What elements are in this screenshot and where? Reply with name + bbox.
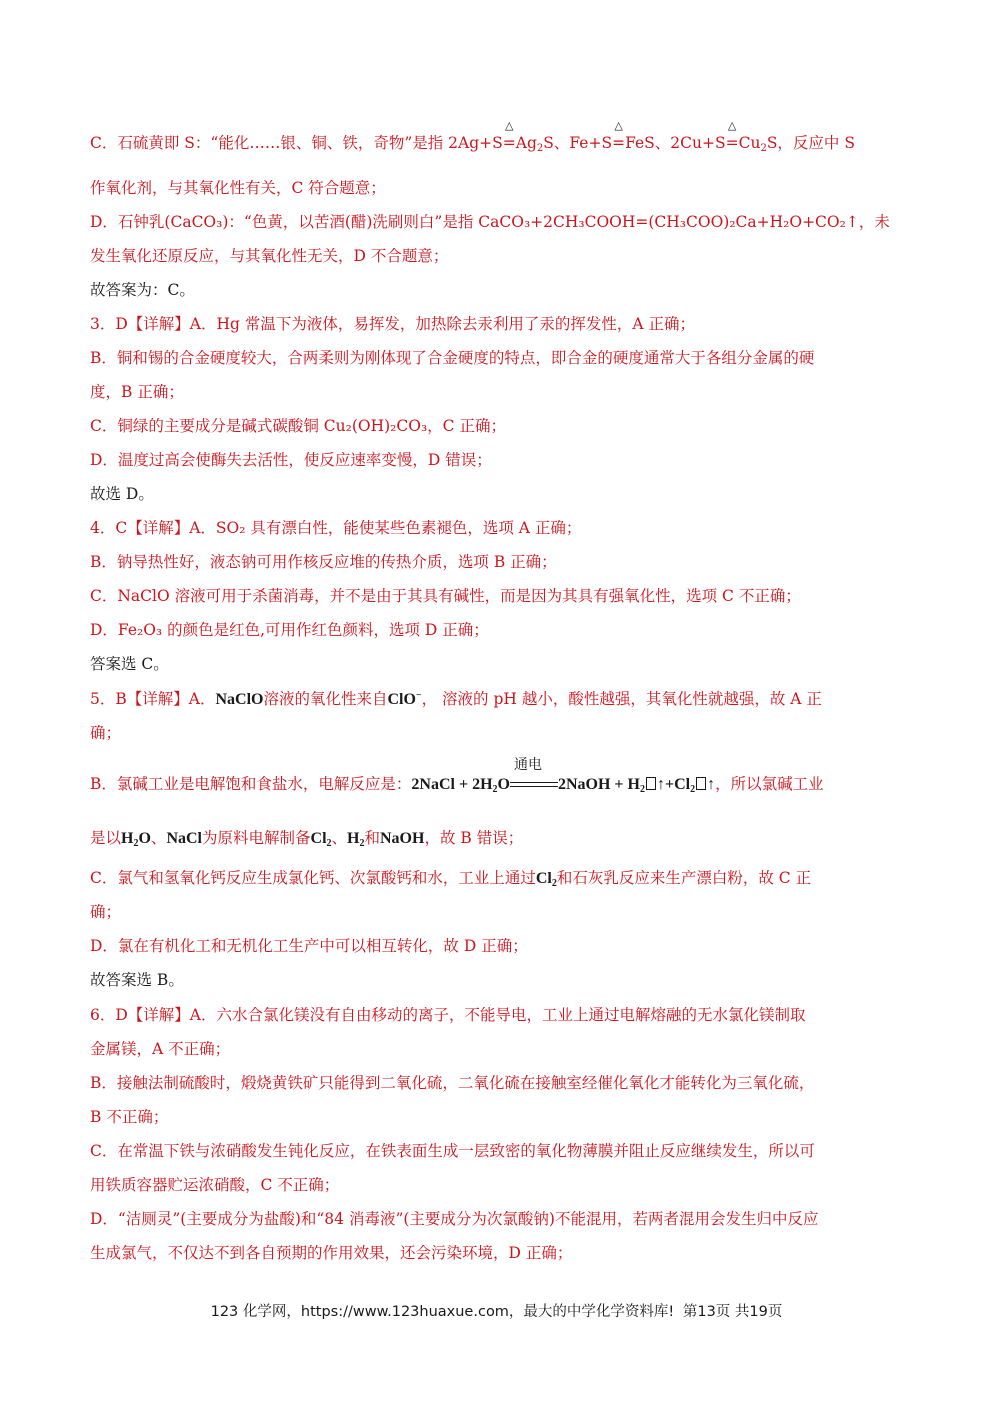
fes-text: FeS、2Cu+S <box>625 134 726 152</box>
answer-5: 故答案选 B。 <box>90 971 184 989</box>
q6-c-line2: 用铁质容器贮运浓硝酸，C 不正确； <box>90 1176 340 1194</box>
q5-a-mid: 溶液的氧化性来自 <box>263 690 388 708</box>
missing-glyph-box <box>646 777 656 790</box>
q5-a-line <box>90 689 920 710</box>
q4-d: D．Fe₂O₃ 的颜色是红色,可用作红色颜料，选项 D 正确； <box>90 621 489 639</box>
q5-a-prefix: 5．B【详解】A． <box>90 690 216 708</box>
q6-a-line2: 金属镁，A 不正确； <box>90 1040 231 1058</box>
cl2-formula: $Cl_2$ <box>310 830 332 849</box>
q6-a-line1: 6．D【详解】A．六水合氯化镁没有自由移动的离子，不能导电，工业上通过电解熔融的无水氯化镁制取 <box>90 1006 806 1024</box>
ag2s-formula: Ag <box>515 134 537 152</box>
d-option-cont: 发生氧化还原反应，与其氧化性无关，D 不合题意； <box>90 247 449 265</box>
q5-b-line <box>90 757 920 795</box>
q3-a: 3．D【详解】A．Hg 常温下为液体，易挥发，加热除去汞利用了汞的挥发性，A 正确； <box>90 315 695 333</box>
c-option-text: C．石硫黄即 S：“能化……银、铜、铁，奇物”是指 2Ag+S <box>90 134 503 152</box>
q4-c: C．NaClO 溶液可用于杀菌消毒，并不是由于其具有碱性，而是因为其具有强氧化性，选项 C 不正确； <box>90 587 801 605</box>
q5-b-post: ，所以氯碱工业 <box>715 775 824 793</box>
missing-glyph-box <box>696 777 706 790</box>
q3-b-line1: B．铜和锡的合金硬度较大，合两柔则为刚体现了合金硬度的特点，即合金的硬度通常大于各组分金属的硬 <box>90 349 815 367</box>
q6-c-line1: C．在常温下铁与浓硝酸发生钝化反应，在铁表面生成一层致密的氧化物薄膜并阻止反应继续发生，所以可 <box>90 1142 815 1160</box>
q6-d-line2: 生成氯气，不仅达不到各自预期的作用效果，还会污染环境，D 正确； <box>90 1244 573 1262</box>
footer-page-number: 第13页 共19页 <box>682 1304 783 1320</box>
conjunction: 和 <box>364 829 380 847</box>
electrolysis-label: 通电 <box>513 757 542 773</box>
q5-b2-post: ，故 B 错误； <box>424 829 524 847</box>
q4-a: 4．C【详解】A．SO₂ 具有漂白性，能使某些色素褪色，选项 A 正确； <box>90 519 582 537</box>
q5-c-prefix: C．氯气和氢氧化钙反应生成氯化钙、次氯酸钙和水，工业上通过 <box>90 869 536 887</box>
q5-a-cont: 确； <box>90 724 122 742</box>
nacl-formula: NaCl <box>166 830 202 847</box>
q5-b-prefix: B．氯碱工业是电解饱和食盐水，电解反应是： <box>90 775 412 793</box>
separator: 、 <box>150 829 167 847</box>
electrolysis-right: 2NaOH + $H_2$ $↑+Cl_2$ ↑ <box>557 776 716 795</box>
heat-condition-2: △ = <box>612 119 626 152</box>
q6-b-line2: B 不正确； <box>90 1108 169 1126</box>
naoh-formula: NaOH <box>380 830 425 847</box>
footer-site-text: 123 化学网，https://www.123huaxue.com，最大的中学化学资料库! <box>210 1304 675 1320</box>
page-footer <box>0 1300 993 1321</box>
q5-c-cont: 确； <box>90 903 122 921</box>
q5-c-line <box>90 868 920 889</box>
q5-b2-prefix: 是以 <box>90 829 122 847</box>
d-option-line: D．石钟乳(CaCO₃)：“色黄，以苦酒(醋)洗刷则白”是指 CaCO₃+2CH₃COOH=(CH₃COO)₂Ca+H₂O+CO₂↑，未 <box>90 213 890 231</box>
separator: 、 <box>331 829 348 847</box>
electrolysis-condition <box>510 757 558 795</box>
fe-s-text: S、Fe+S <box>543 134 613 152</box>
gas-arrow-2: ↑ <box>707 776 716 793</box>
subscript: 2 <box>760 143 767 154</box>
q5-b-cont <box>90 828 920 849</box>
q5-a-post: ， 溶液的 pH 越小，酸性越强，其氧化性就越强，故 A 正 <box>421 690 822 708</box>
q5-c-post: 和石灰乳反应来生产漂白粉，故 C 正 <box>556 869 812 887</box>
c-option-cont: 作氧化剂，与其氧化性有关，C 符合题意； <box>90 179 386 197</box>
naclo-formula: NaClO <box>215 691 264 708</box>
c-option-tail: S，反应中 S <box>766 134 855 152</box>
c-option-line <box>90 119 920 154</box>
q6-d-line1: D．“洁厕灵”(主要成分为盐酸)和“84 消毒液”(主要成分为次氯酸钠)不能混用，若两者混用会发生归中反应 <box>90 1210 819 1228</box>
answer-3: 故选 D。 <box>90 485 154 503</box>
subscript: 2 <box>536 143 544 154</box>
q5-d: D．氯在有机化工和无机化工生产中可以相互转化，故 D 正确； <box>90 937 528 955</box>
electrolysis-left: 2NaCl + $2H_2O$ <box>411 776 510 795</box>
answer-4: 答案选 C。 <box>90 655 169 673</box>
q6-b-line1: B．接触法制硫酸时，煅烧黄铁矿只能得到二氧化硫，二氧化硫在接触室经催化氧化才能转化为三氧化硫， <box>90 1074 815 1092</box>
q5-b2-mid: 为原料电解制备 <box>202 829 311 847</box>
heat-condition-1: △ = <box>502 119 516 152</box>
heat-condition-3: △ = <box>725 119 739 152</box>
q4-b: B．钠导热性好，液态钠可用作核反应堆的传热介质，选项 B 正确； <box>90 553 557 571</box>
q3-b-line2: 度，B 正确； <box>90 383 184 401</box>
q3-d: D．温度过高会使酶失去活性，使反应速率变慢，D 错误； <box>90 451 492 469</box>
cu2s-formula: Cu <box>738 134 761 152</box>
answer-2: 故答案为：C。 <box>90 281 195 299</box>
clo-formula: ClO− <box>387 690 422 708</box>
cl2-formula: $Cl_2$ <box>535 870 557 889</box>
gas-arrow-1: ↑ <box>657 776 665 793</box>
h2o-formula: $H_2O$ <box>121 830 151 849</box>
h2-formula: $H_2$ <box>347 830 365 849</box>
q3-c: C．铜绿的主要成分是碱式碳酸铜 Cu₂(OH)₂CO₃，C 正确； <box>90 417 506 435</box>
